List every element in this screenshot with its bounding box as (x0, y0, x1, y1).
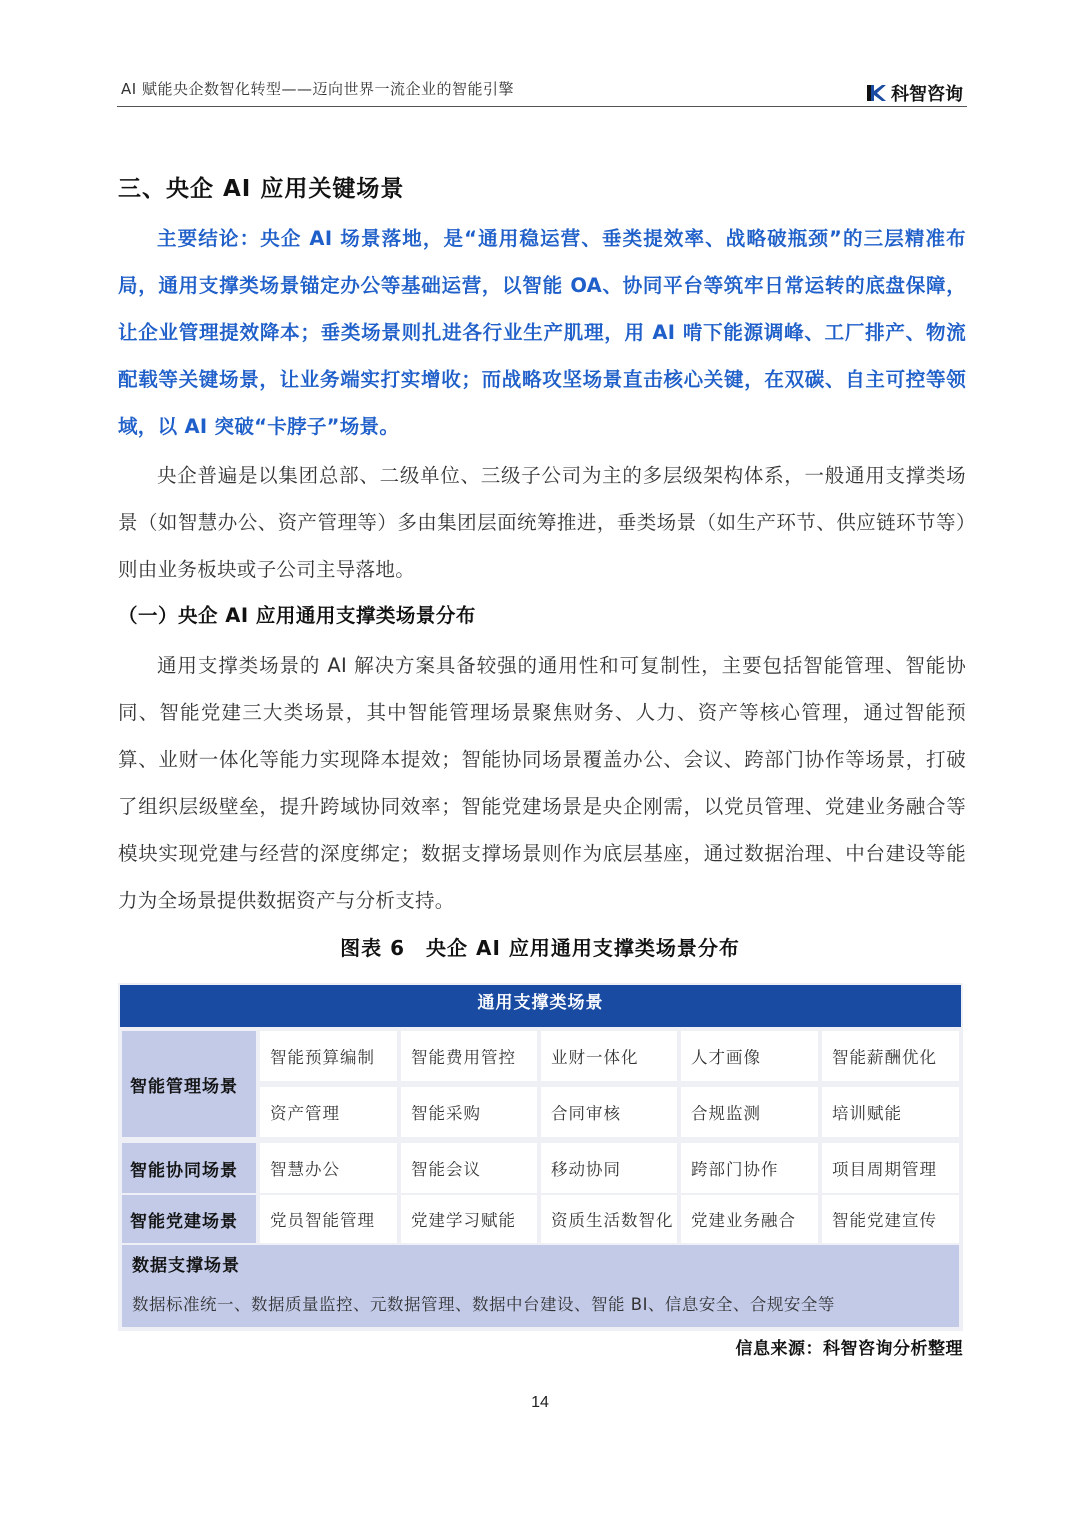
table-cell: 党建业务融合 (681, 1195, 818, 1243)
logo-icon (865, 82, 887, 104)
company-logo (865, 80, 963, 106)
logo-text: 科智咨询 (891, 84, 963, 105)
table-cell: 合规监测 (681, 1087, 818, 1137)
header-title: AI 赋能央企数智化转型——迈向世界一流企业的智能引擎 (121, 80, 514, 98)
section-title: 三、央企 AI 应用关键场景 (118, 176, 405, 202)
table-cell: 业财一体化 (541, 1031, 677, 1081)
table-cell: 智能会议 (401, 1143, 537, 1193)
body-paragraph: 通用支撑类场景的 AI 解决方案具备较强的通用性和可复制性，主要包括智能管理、智能协同、智能党建三大类场景，其中智能管理场景聚焦财务、人力、资产等核心管理，通过智能预算、业财一体化等能力实现降本提效；智能协同场景覆盖办公、会议、跨部门协作等场景，打破了组织层级壁垒，提升跨域协同效率；智能党建场景是央企刚需，以党员管理、党建业务融合等模块实现党建与经营的深度绑定；数据支撑场景则作为底层基座，通过数据治理、中台建设等能力为全场景提供数据资产与分析支持。 (118, 654, 966, 912)
page-number: 14 (531, 1394, 549, 1411)
data-support-block (122, 1245, 959, 1327)
table-cell: 人才画像 (681, 1031, 818, 1081)
table-cell: 资产管理 (260, 1087, 397, 1137)
row-label-party: 智能党建场景 (122, 1195, 256, 1243)
row-label-collaboration: 智能协同场景 (122, 1143, 256, 1193)
key-conclusion: 主要结论：央企 AI 场景落地，是“通用稳运营、垂类提效率、战略破瓶颈”的三层精准布局，通用支撑类场景锚定办公等基础运营，以智能 OA、协同平台等筑牢日常运转的底盘保障，让企业管理提效降本；垂类场景则扎进各行业生产肌理，用 AI 啃下能源调峰、工厂排产、物流配载等关键场景，让业务端实打实增收；而战略攻坚场景直击核心关键，在双碳、自主可控等领域，以 AI 突破“卡脖子”场景。 (118, 227, 966, 438)
table-cell: 智能采购 (401, 1087, 537, 1137)
table-cell: 培训赋能 (822, 1087, 959, 1137)
page-header (117, 76, 967, 107)
table-cell: 资质生活数智化 (541, 1195, 677, 1243)
data-support-title: 数据支撑场景 (132, 1256, 240, 1276)
table-cell: 智慧办公 (260, 1143, 397, 1193)
scenario-table (118, 983, 963, 1331)
source-note: 信息来源：科智咨询分析整理 (735, 1339, 963, 1359)
table-cell: 移动协同 (541, 1143, 677, 1193)
row-label-management: 智能管理场景 (122, 1031, 256, 1137)
body-paragraph: 央企普遍是以集团总部、二级单位、三级子公司为主的多层级架构体系，一般通用支撑类场景（如智慧办公、资产管理等）多由集团层面统筹推进，垂类场景（如生产环节、供应链环节等）则由业务板块或子公司主导落地。 (118, 464, 966, 581)
table-cell: 跨部门协作 (681, 1143, 818, 1193)
table-cell: 智能党建宣传 (822, 1195, 959, 1243)
table-cell: 智能费用管控 (401, 1031, 537, 1081)
table-cell: 项目周期管理 (822, 1143, 959, 1193)
table-cell: 合同审核 (541, 1087, 677, 1137)
table-cell: 智能预算编制 (260, 1031, 397, 1081)
table-cell: 党员智能管理 (260, 1195, 397, 1243)
table-cell: 智能薪酬优化 (822, 1031, 959, 1081)
sub-section-title: （一）央企 AI 应用通用支撑类场景分布 (118, 604, 476, 627)
table-cell: 党建学习赋能 (401, 1195, 537, 1243)
table-header: 通用支撑类场景 (120, 985, 961, 1027)
figure-title: 图表 6 央企 AI 应用通用支撑类场景分布 (340, 936, 740, 960)
data-support-text: 数据标准统一、数据质量监控、元数据管理、数据中台建设、智能 BI、信息安全、合规安全等 (132, 1295, 835, 1314)
